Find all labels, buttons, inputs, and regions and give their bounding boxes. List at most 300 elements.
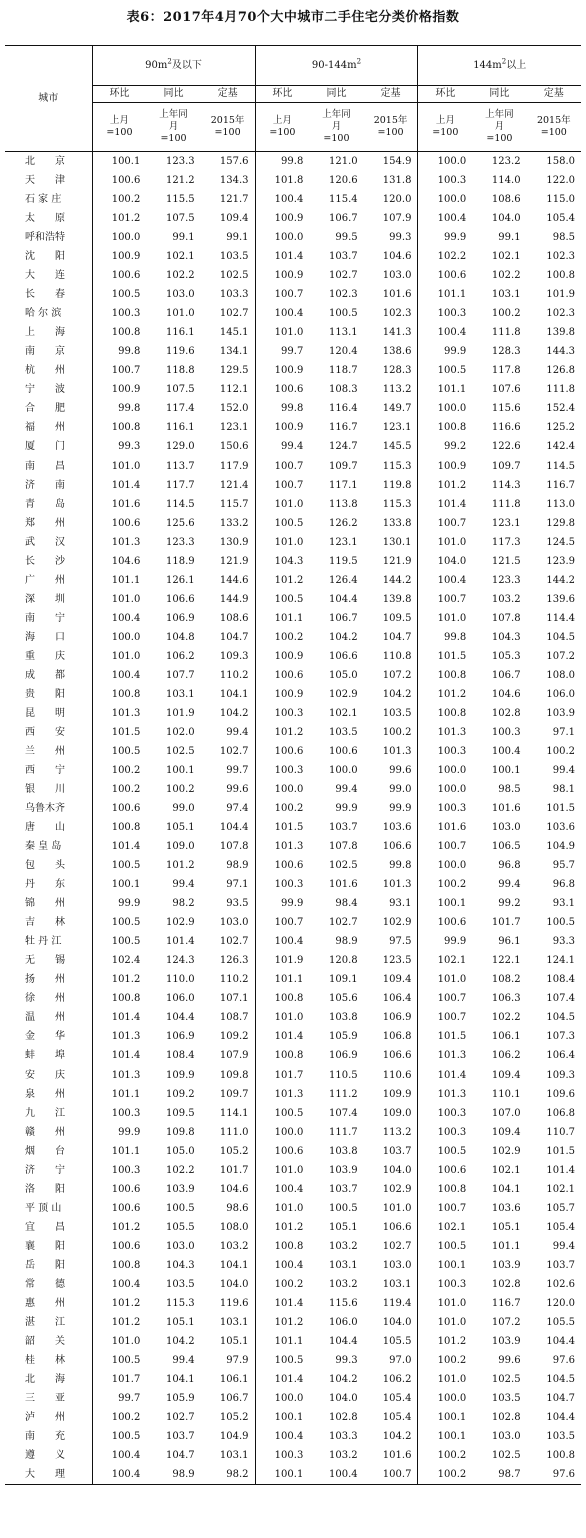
index-value: 102.2 xyxy=(166,1164,195,1176)
index-value: 116.4 xyxy=(328,403,358,415)
index-value: 101.3 xyxy=(382,745,412,757)
city-name: 石 家 庄 xyxy=(25,194,62,206)
index-value: 106.6 xyxy=(382,1050,412,1062)
index-value: 101.0 xyxy=(255,1008,309,1027)
index-value: 99.7 xyxy=(226,765,249,777)
index-value: 102.7 xyxy=(219,745,249,757)
city-name: 海 口 xyxy=(25,631,65,643)
table-row xyxy=(5,476,581,495)
index-value: 106.0 xyxy=(166,993,195,1005)
index-value: 103.7 xyxy=(546,1259,575,1271)
index-value: 105.2 xyxy=(219,1145,249,1157)
index-value: 102.9 xyxy=(328,688,358,700)
index-value: 100.9 xyxy=(255,266,309,285)
index-value: 102.5 xyxy=(491,1450,521,1462)
index-value: 100.1 xyxy=(255,1465,309,1485)
table-row xyxy=(5,209,581,228)
table-row xyxy=(5,590,581,609)
index-value: 109.8 xyxy=(219,1069,249,1081)
index-value: 101.6 xyxy=(491,803,521,815)
index-value: 110.6 xyxy=(382,1069,412,1081)
index-value: 102.3 xyxy=(546,251,575,263)
index-value: 99.8 xyxy=(255,399,309,418)
index-value: 102.7 xyxy=(219,936,249,948)
index-value: 93.1 xyxy=(552,898,575,910)
index-value: 115.3 xyxy=(166,1297,195,1309)
index-value: 120.6 xyxy=(328,175,358,187)
index-value: 102.7 xyxy=(382,1240,412,1252)
index-value: 114.4 xyxy=(546,612,575,624)
index-value: 101.9 xyxy=(255,951,309,970)
index-value: 104.4 xyxy=(546,1335,575,1347)
city-name: 三 亚 xyxy=(25,1393,65,1405)
index-value: 129.8 xyxy=(546,517,575,529)
index-value: 128.3 xyxy=(491,346,521,358)
city-name: 安 庆 xyxy=(25,1069,65,1081)
index-value: 106.8 xyxy=(382,1031,412,1043)
index-value: 124.5 xyxy=(546,536,575,548)
index-value: 97.4 xyxy=(226,803,249,815)
index-value: 104.3 xyxy=(166,1259,195,1271)
index-value: 99.1 xyxy=(172,232,195,244)
index-value: 126.1 xyxy=(166,574,195,586)
index-value: 130.1 xyxy=(382,536,412,548)
table-row xyxy=(5,1313,581,1332)
index-value: 99.9 xyxy=(255,894,309,913)
index-value: 101.0 xyxy=(92,590,146,609)
index-value: 100.4 xyxy=(255,932,309,951)
index-value: 99.4 xyxy=(226,726,249,738)
index-value: 100.8 xyxy=(418,704,472,723)
table-row xyxy=(5,818,581,837)
index-value: 100.3 xyxy=(92,1104,146,1123)
index-value: 121.9 xyxy=(219,555,249,567)
index-value: 104.2 xyxy=(328,1374,358,1386)
index-value: 104.7 xyxy=(166,1450,195,1462)
index-value: 100.9 xyxy=(255,647,309,666)
index-value: 104.6 xyxy=(382,251,412,263)
index-value: 144.3 xyxy=(546,346,575,358)
table-row xyxy=(5,1085,581,1104)
index-value: 109.2 xyxy=(166,1088,195,1100)
index-value: 107.4 xyxy=(328,1107,358,1119)
index-value: 111.8 xyxy=(491,498,521,510)
table-row xyxy=(5,1008,581,1027)
index-value: 102.9 xyxy=(491,1145,521,1157)
group-header-medium: $90-144m^2$ xyxy=(255,46,418,86)
sub-header-0-1: 同比 xyxy=(146,86,200,103)
index-value: 110.5 xyxy=(328,1069,358,1081)
index-value: 103.6 xyxy=(546,822,575,834)
index-value: 99.0 xyxy=(389,784,412,796)
index-value: 98.4 xyxy=(335,898,358,910)
index-value: 102.6 xyxy=(546,1278,575,1290)
index-value: 100.8 xyxy=(546,270,575,282)
index-value: 104.0 xyxy=(382,1164,412,1176)
index-value: 116.6 xyxy=(491,422,521,434)
index-value: 100.4 xyxy=(92,1275,146,1294)
index-value: 158.0 xyxy=(546,156,575,168)
index-value: 100.3 xyxy=(255,1446,309,1465)
index-value: 116.7 xyxy=(328,422,358,434)
city-name: 宁 波 xyxy=(25,384,65,396)
table-row xyxy=(5,1142,581,1161)
index-value: 106.2 xyxy=(382,1374,412,1386)
index-value: 103.5 xyxy=(546,1431,575,1443)
index-value: 119.6 xyxy=(219,1297,249,1309)
index-value: 102.2 xyxy=(491,270,521,282)
city-name: 长 春 xyxy=(25,289,65,301)
index-value: 117.9 xyxy=(219,460,249,472)
index-value: 100.6 xyxy=(255,380,309,399)
index-value: 100.8 xyxy=(92,989,146,1008)
index-value: 101.9 xyxy=(546,289,575,301)
index-value: 103.0 xyxy=(382,1259,412,1271)
index-value: 100.5 xyxy=(328,1202,358,1214)
index-value: 101.4 xyxy=(166,936,195,948)
table-row xyxy=(5,514,581,533)
index-value: 102.3 xyxy=(546,308,575,320)
index-value: 113.0 xyxy=(546,498,575,510)
index-value: 100.3 xyxy=(92,304,146,323)
index-value: 103.2 xyxy=(219,1240,249,1252)
index-value: 98.5 xyxy=(498,784,521,796)
index-value: 97.6 xyxy=(527,1465,581,1485)
index-value: 100.6 xyxy=(92,1199,146,1218)
index-value: 103.5 xyxy=(328,726,358,738)
index-value: 100.3 xyxy=(418,799,472,818)
table-row xyxy=(5,437,581,456)
city-name: 杭 州 xyxy=(25,365,65,377)
index-value: 99.8 xyxy=(389,860,412,872)
city-name: 大 连 xyxy=(25,270,65,282)
index-value: 113.2 xyxy=(382,1126,412,1138)
index-value: 101.4 xyxy=(92,1046,146,1065)
index-value: 105.1 xyxy=(491,1221,521,1233)
index-value: 106.5 xyxy=(491,841,521,853)
index-value: 100.3 xyxy=(418,1275,472,1294)
index-value: 149.7 xyxy=(382,403,412,415)
index-value: 105.1 xyxy=(219,1335,249,1347)
index-value: 121.7 xyxy=(219,194,249,206)
index-value: 100.0 xyxy=(418,1389,472,1408)
table-row xyxy=(5,875,581,894)
sub-header-1-2: 定基 xyxy=(364,86,418,103)
table-row xyxy=(5,1275,581,1294)
index-value: 101.3 xyxy=(418,1085,472,1104)
city-name: 丹 东 xyxy=(25,879,65,891)
index-value: 100.6 xyxy=(92,799,146,818)
index-value: 102.7 xyxy=(328,270,358,282)
table-row xyxy=(5,1332,581,1351)
index-value: 106.7 xyxy=(328,213,358,225)
index-value: 101.2 xyxy=(418,1332,472,1351)
index-value: 101.0 xyxy=(255,1199,309,1218)
city-name: 南 宁 xyxy=(25,612,65,624)
index-value: 103.5 xyxy=(382,707,412,719)
index-value: 100.4 xyxy=(418,209,472,228)
city-name: 武 汉 xyxy=(25,536,65,548)
index-value: 100.5 xyxy=(255,590,309,609)
table-row xyxy=(5,533,581,552)
index-value: 100.3 xyxy=(418,1104,472,1123)
index-value: 100.0 xyxy=(255,1389,309,1408)
index-value: 105.0 xyxy=(328,669,358,681)
index-value: 100.5 xyxy=(92,913,146,932)
index-value: 106.6 xyxy=(166,593,195,605)
table-row xyxy=(5,342,581,361)
index-value: 115.6 xyxy=(491,403,521,415)
index-value: 109.3 xyxy=(546,1069,575,1081)
index-value: 100.2 xyxy=(166,784,195,796)
index-value: 118.9 xyxy=(166,555,195,567)
table-row xyxy=(5,1351,581,1370)
index-value: 107.7 xyxy=(166,669,195,681)
index-value: 99.0 xyxy=(172,803,195,815)
index-value: 101.6 xyxy=(418,818,472,837)
index-value: 106.9 xyxy=(382,1012,412,1024)
index-value: 123.1 xyxy=(328,536,358,548)
index-value: 133.8 xyxy=(382,517,412,529)
index-value: 100.7 xyxy=(418,590,472,609)
city-name: 济 宁 xyxy=(25,1164,65,1176)
index-value: 100.7 xyxy=(255,913,309,932)
index-value: 102.8 xyxy=(328,1412,358,1424)
index-value: 157.6 xyxy=(219,156,249,168)
index-value: 104.2 xyxy=(382,688,412,700)
index-value: 106.9 xyxy=(166,612,195,624)
index-value: 101.4 xyxy=(255,1294,309,1313)
table-row xyxy=(5,1294,581,1313)
index-value: 105.5 xyxy=(546,1316,575,1328)
city-name: 赣 州 xyxy=(25,1126,65,1138)
table-row xyxy=(5,685,581,704)
index-value: 104.3 xyxy=(255,552,309,571)
index-value: 100.8 xyxy=(418,666,472,685)
index-value: 97.9 xyxy=(226,1354,249,1366)
index-value: 101.0 xyxy=(255,533,309,552)
city-name: 烟 台 xyxy=(25,1145,65,1157)
index-value: 100.7 xyxy=(418,837,472,856)
index-value: 100.5 xyxy=(92,285,146,304)
index-value: 107.9 xyxy=(219,1050,249,1062)
city-name: 南 昌 xyxy=(25,460,65,472)
index-value: 100.5 xyxy=(92,856,146,875)
index-value: 100.4 xyxy=(92,609,146,628)
index-value: 107.2 xyxy=(546,650,575,662)
city-name: 兰 州 xyxy=(25,745,65,757)
index-value: 100.5 xyxy=(166,1202,195,1214)
index-value: 107.9 xyxy=(382,213,412,225)
index-value: 104.1 xyxy=(166,1374,195,1386)
sub-header-1-0: 环比 xyxy=(255,86,309,103)
city-name: 扬 州 xyxy=(25,974,65,986)
index-value: 109.4 xyxy=(491,1069,521,1081)
sub-header-0-0: 环比 xyxy=(92,86,146,103)
index-value: 104.6 xyxy=(92,552,146,571)
index-value: 100.6 xyxy=(418,1161,472,1180)
table-title: 表6：2017年4月70个大中城市二手住宅分类价格指数 xyxy=(126,10,460,25)
index-value: 100.7 xyxy=(418,1008,472,1027)
table-row xyxy=(5,552,581,571)
index-value: 100.5 xyxy=(418,1142,472,1161)
index-value: 100.1 xyxy=(92,152,146,172)
city-name: 济 南 xyxy=(25,479,65,491)
index-value: 102.1 xyxy=(418,1218,472,1237)
index-value: 101.5 xyxy=(418,1027,472,1046)
index-value: 93.1 xyxy=(389,898,412,910)
index-value: 102.1 xyxy=(491,1164,521,1176)
index-value: 105.9 xyxy=(328,1031,358,1043)
index-value: 102.3 xyxy=(328,289,358,301)
index-value: 109.0 xyxy=(166,841,195,853)
city-name: 徐 州 xyxy=(25,993,65,1005)
city-name: 桂 林 xyxy=(25,1354,65,1366)
index-value: 100.2 xyxy=(418,1351,472,1370)
index-value: 110.2 xyxy=(219,974,249,986)
index-value: 115.3 xyxy=(382,498,412,510)
index-value: 100.9 xyxy=(255,418,309,437)
index-value: 102.1 xyxy=(166,251,195,263)
index-value: 105.7 xyxy=(546,1202,575,1214)
index-value: 115.0 xyxy=(546,194,575,206)
index-value: 101.5 xyxy=(92,723,146,742)
index-value: 98.9 xyxy=(226,860,249,872)
index-value: 100.1 xyxy=(491,765,521,777)
index-value: 101.0 xyxy=(418,609,472,628)
index-value: 101.7 xyxy=(219,1164,249,1176)
city-name: 昆 明 xyxy=(25,707,65,719)
index-value: 100.0 xyxy=(418,190,472,209)
index-value: 103.5 xyxy=(491,1393,521,1405)
index-value: 119.8 xyxy=(382,479,412,491)
table-row xyxy=(5,285,581,304)
index-value: 106.6 xyxy=(382,841,412,853)
index-value: 129.5 xyxy=(219,365,249,377)
index-value: 100.6 xyxy=(255,1142,309,1161)
index-value: 109.4 xyxy=(219,213,249,225)
index-value: 113.2 xyxy=(382,384,412,396)
index-value: 138.6 xyxy=(382,346,412,358)
sub-header-2-1: 同比 xyxy=(472,86,526,103)
index-value: 100.3 xyxy=(92,1161,146,1180)
table-row xyxy=(5,571,581,590)
base-header-2-1: 上年同 月 =100 xyxy=(472,103,526,152)
index-value: 99.6 xyxy=(389,765,412,777)
index-value: 100.2 xyxy=(92,1408,146,1427)
index-value: 101.0 xyxy=(255,323,309,342)
city-name: 哈 尔 滨 xyxy=(25,308,62,320)
index-value: 103.5 xyxy=(166,1278,195,1290)
city-name: 常 德 xyxy=(25,1278,65,1290)
index-value: 107.1 xyxy=(219,993,249,1005)
index-value: 121.4 xyxy=(219,479,249,491)
index-value: 103.7 xyxy=(382,1145,412,1157)
index-value: 102.1 xyxy=(418,951,472,970)
index-value: 110.7 xyxy=(546,1126,575,1138)
index-value: 99.1 xyxy=(498,232,521,244)
index-value: 101.0 xyxy=(418,1370,472,1389)
table-row xyxy=(5,418,581,437)
index-value: 98.1 xyxy=(552,784,575,796)
index-value: 100.0 xyxy=(418,399,472,418)
city-name: 北 京 xyxy=(25,156,65,168)
index-value: 105.4 xyxy=(382,1393,412,1405)
index-value: 104.4 xyxy=(166,1012,195,1024)
index-value: 102.4 xyxy=(92,951,146,970)
index-value: 100.6 xyxy=(418,913,472,932)
index-value: 100.8 xyxy=(92,323,146,342)
table-row xyxy=(5,1123,581,1142)
index-value: 101.0 xyxy=(418,533,472,552)
index-value: 103.0 xyxy=(382,270,412,282)
index-value: 100.1 xyxy=(92,875,146,894)
table-row xyxy=(5,628,581,647)
index-value: 100.5 xyxy=(418,1237,472,1256)
city-name: 泉 州 xyxy=(25,1088,65,1100)
index-value: 101.7 xyxy=(491,917,521,929)
index-value: 102.1 xyxy=(491,251,521,263)
index-value: 115.3 xyxy=(382,460,412,472)
index-value: 100.4 xyxy=(92,1465,146,1485)
index-value: 103.7 xyxy=(328,251,358,263)
index-value: 113.7 xyxy=(166,460,195,472)
group-header-large: $144m^2$以上 xyxy=(418,46,581,86)
table-row xyxy=(5,761,581,780)
index-value: 125.6 xyxy=(166,517,195,529)
sub-header-0-2: 定基 xyxy=(201,86,255,103)
index-value: 129.0 xyxy=(166,441,195,453)
index-value: 102.1 xyxy=(546,1183,575,1195)
index-value: 101.4 xyxy=(418,495,472,514)
index-value: 99.4 xyxy=(552,1240,575,1252)
index-value: 101.8 xyxy=(255,171,309,190)
index-value: 100.0 xyxy=(418,761,472,780)
index-value: 144.2 xyxy=(546,574,575,586)
index-value: 99.4 xyxy=(172,1354,195,1366)
index-value: 112.1 xyxy=(219,384,249,396)
city-name: 厦 门 xyxy=(25,441,65,453)
index-value: 100.1 xyxy=(418,1256,472,1275)
index-value: 101.1 xyxy=(418,285,472,304)
index-value: 109.1 xyxy=(328,974,358,986)
index-value: 116.7 xyxy=(546,479,575,491)
index-value: 104.2 xyxy=(382,1431,412,1443)
index-value: 124.1 xyxy=(546,955,575,967)
index-value: 104.4 xyxy=(328,1335,358,1347)
index-value: 107.8 xyxy=(219,841,249,853)
index-value: 104.0 xyxy=(382,1316,412,1328)
city-name: 韶 关 xyxy=(25,1335,65,1347)
index-value: 99.4 xyxy=(498,879,521,891)
index-value: 101.1 xyxy=(92,1142,146,1161)
index-value: 104.1 xyxy=(219,1259,249,1271)
city-name: 西 安 xyxy=(25,726,65,738)
index-value: 99.5 xyxy=(335,232,358,244)
index-value: 103.1 xyxy=(491,289,521,301)
table-row xyxy=(5,152,581,172)
index-value: 101.2 xyxy=(255,571,309,590)
index-value: 100.4 xyxy=(309,1465,363,1485)
index-value: 100.9 xyxy=(255,685,309,704)
index-value: 99.7 xyxy=(92,1389,146,1408)
index-value: 106.1 xyxy=(491,1031,521,1043)
index-value: 101.3 xyxy=(92,1027,146,1046)
index-value: 101.0 xyxy=(255,1161,309,1180)
index-value: 104.9 xyxy=(219,1431,249,1443)
base-header-0-1: 上年同 月 =100 xyxy=(146,103,200,152)
index-value: 103.9 xyxy=(491,1335,521,1347)
